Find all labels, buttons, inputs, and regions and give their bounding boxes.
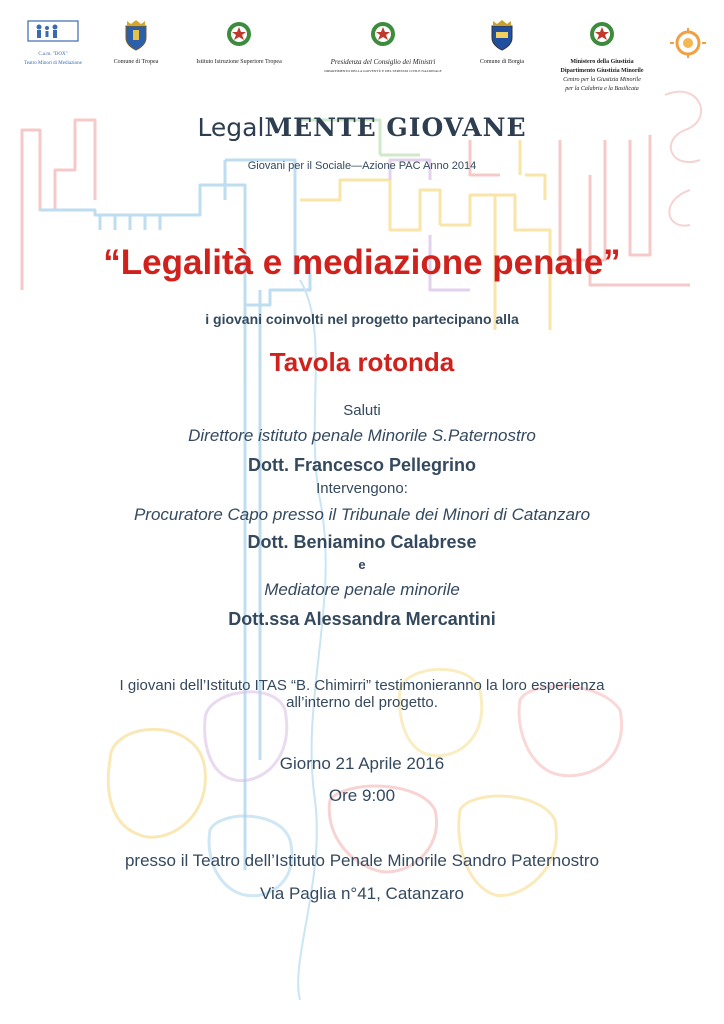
saluti-label: Saluti — [343, 402, 381, 419]
speaker2-name: Dott. Beniamino Calabrese — [247, 532, 477, 552]
event-date: Giorno 21 Aprile 2016 — [279, 754, 445, 773]
cam-logo-subcaption: Teatro Minori di Mediazione — [24, 61, 82, 66]
brand-prefix: Legal — [197, 113, 265, 142]
speaker1-role: Direttore istituto penale Minorile S.Paternostro — [188, 426, 536, 445]
event-type: Tavola rotonda — [269, 347, 455, 377]
brand-suffix: MENTE GIOVANE — [264, 113, 527, 142]
intervengono-label: Intervengono: — [316, 480, 408, 497]
event-address: Via Paglia n°41, Catanzaro — [259, 884, 464, 903]
project-brand — [0, 113, 724, 143]
testimony-line-2: all’interno del progetto. — [286, 694, 438, 711]
speaker3-name: Dott.ssa Alessandra Mercantini — [228, 609, 496, 629]
brand-subtitle: Giovani per il Sociale—Azione PAC Anno 2014 — [247, 160, 477, 172]
event-venue: presso il Teatro dell’Istituto Penale Minorile Sandro Paternostro — [124, 851, 600, 870]
ministero-region: per la Calabria e la Basilicata — [565, 86, 639, 92]
comune-tropea-caption: Comune di Tropea — [113, 59, 159, 65]
lead-text: i giovani coinvolti nel progetto partecipano alla — [205, 311, 519, 327]
comune-borgia-caption: Comune di Borgia — [479, 59, 525, 65]
conjunction: e — [358, 557, 366, 572]
ministero-caption: Ministero della Giustizia — [570, 59, 634, 65]
event-title: “Legalità e mediazione penale” — [103, 243, 621, 282]
event-time: Ore 9:00 — [328, 786, 396, 805]
ministero-subcaption: Dipartimento Giustizia Minorile — [560, 68, 644, 74]
speaker1-name: Dott. Francesco Pellegrino — [247, 455, 477, 475]
speaker3-role: Mediatore penale minorile — [264, 580, 460, 599]
testimony-line-1: I giovani dell’Istituto ITAS “B. Chimirri” testimonieranno la loro esperienza — [119, 677, 605, 694]
presidenza-subcaption: DIPARTIMENTO DELLA GIOVENTÙ E DEL SERVIZIO CIVILE NAZIONALE — [324, 69, 442, 73]
speaker2-role: Procuratore Capo presso il Tribunale dei Minori di Catanzaro — [133, 505, 591, 524]
ministero-centro: Centro per la Giustizia Minorile — [563, 77, 641, 83]
cam-logo-caption: C.a.m. "DOX" — [38, 52, 68, 57]
presidenza-caption: Presidenza del Consiglio dei Ministri — [330, 58, 436, 66]
istituto-caption: Istituto Istruzione Superiore Tropea — [196, 59, 282, 65]
